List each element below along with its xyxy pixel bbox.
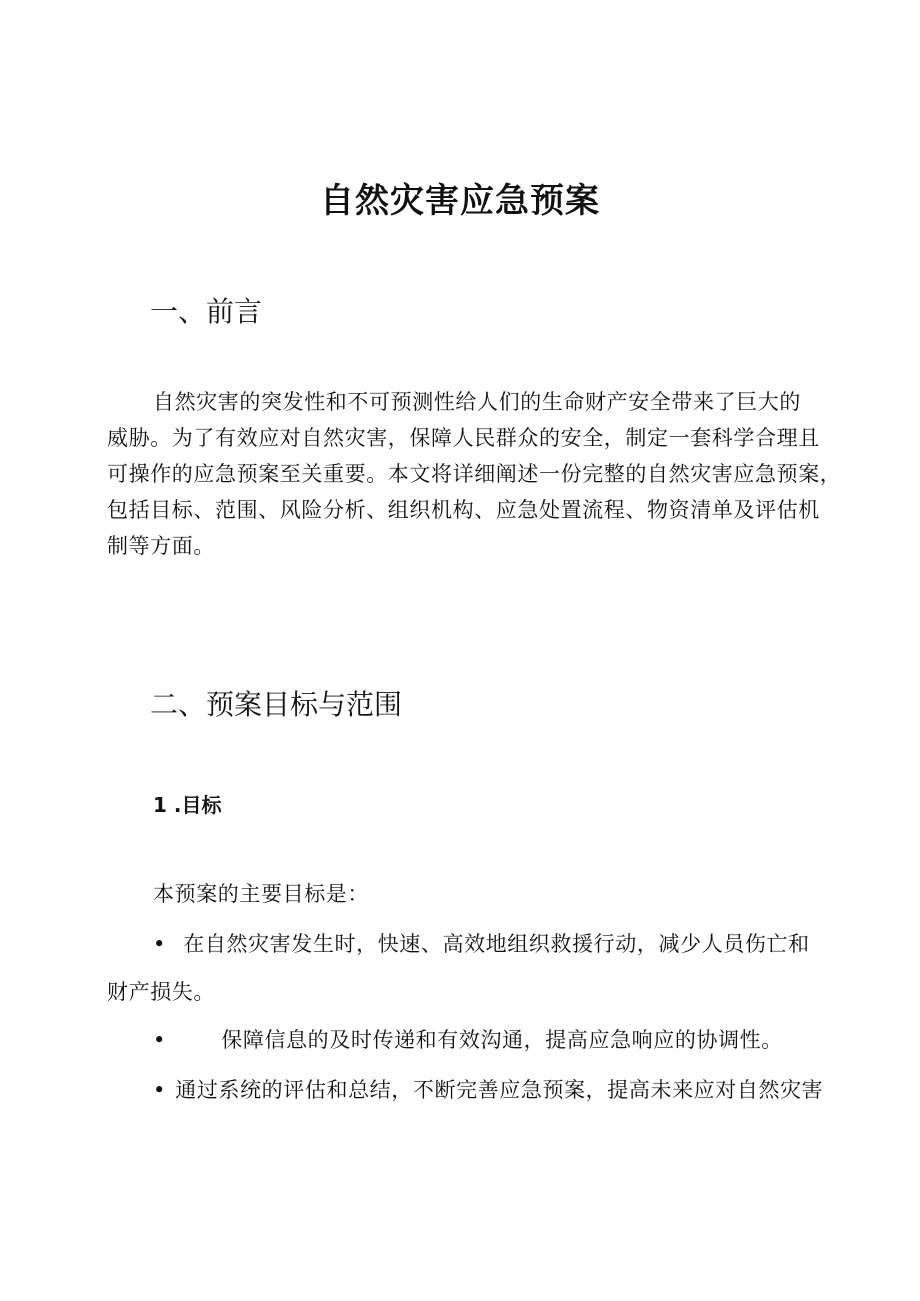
section-heading-goals-scope: 二、预案目标与范围 [150, 688, 403, 721]
bullet-text: 保障信息的及时传递和有效沟通，提高应急响应的协调性。 [221, 1028, 783, 1052]
bullet-item [153, 1072, 823, 1108]
preface-paragraph [107, 384, 842, 564]
bullet-icon: • [153, 1028, 166, 1052]
paragraph-line: 制等方面。 [107, 534, 215, 558]
bullet-icon: • [153, 1078, 166, 1102]
paragraph-line: 自然灾害的突发性和不可预测性给人们的生命财产安全带来了巨大的 [153, 390, 801, 414]
bullet-item [153, 926, 810, 962]
paragraph-line: 包括目标、范围、风险分析、组织机构、应急处置流程、物资清单及评估机 [107, 498, 820, 522]
section-heading-preface: 一、前言 [150, 295, 263, 328]
bullet-item [153, 1022, 783, 1058]
bullet-text: 在自然灾害发生时，快速、高效地组织救援行动，减少人员伤亡和 [183, 932, 810, 956]
goals-intro: 本预案的主要目标是： [153, 882, 369, 906]
bullet-icon: • [153, 932, 166, 956]
subheading-goals: 1 .目标 [153, 793, 222, 817]
bullet-text: 通过系统的评估和总结，不断完善应急预案，提高未来应对自然灾害 [175, 1078, 824, 1102]
paragraph-line: 可操作的应急预案至关重要。本文将详细阐述一份完整的自然灾害应急预案， [107, 462, 842, 486]
bullet-text-continuation: 财产损失。 [107, 980, 215, 1004]
paragraph-line: 威胁。为了有效应对自然灾害，保障人民群众的安全，制定一套科学合理且 [107, 426, 820, 450]
document-title: 自然灾害应急预案 [320, 181, 600, 221]
